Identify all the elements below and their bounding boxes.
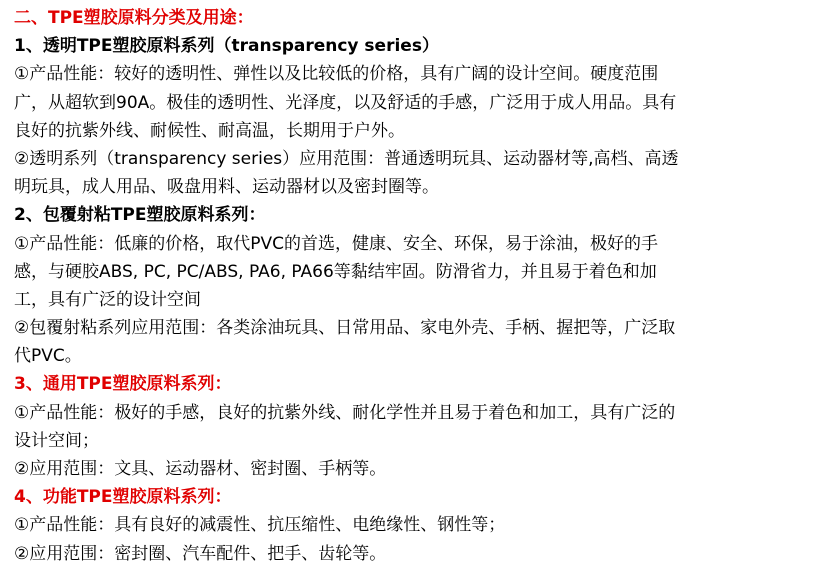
overmolding-performance-line-1: ①产品性能：低廉的价格，取代PVC的首选，健康、安全、环保，易于涂油，极好的手: [14, 233, 658, 254]
general-performance-line-1: ①产品性能：极好的手感，良好的抗紫外线、耐化学性并且易于着色和加工，具有广泛的: [14, 402, 676, 423]
general-performance-line-2: 设计空间；: [14, 430, 99, 451]
overmolding-performance-line-2: 感，与硬胶ABS, PC, PC/ABS, PA6, PA66等黏结牢固。防滑省力，并且易于着色和加: [14, 261, 657, 282]
overmolding-series-heading: 2、包覆射粘TPE塑胶原料系列：: [14, 205, 266, 226]
transparency-application-line-1: ②透明系列（transparency series）应用范围：普通透明玩具、运动器材等,高档、高透: [14, 148, 679, 169]
overmolding-application-line-2: 代PVC。: [14, 346, 82, 367]
overmolding-application-line-1: ②包覆射粘系列应用范围：各类涂油玩具、日常用品、家电外壳、手柄、握把等，广泛取: [14, 318, 676, 339]
overmolding-performance-line-3: 工，具有广泛的设计空间: [14, 289, 201, 310]
general-series-heading: 3、通用TPE塑胶原料系列：: [14, 374, 232, 395]
transparency-series-heading: 1、透明TPE塑胶原料系列（transparency series）: [14, 36, 439, 57]
functional-performance-line: ①产品性能：具有良好的减震性、抗压缩性、电绝缘性、钢性等；: [14, 515, 506, 536]
functional-series-heading: 4、功能TPE塑胶原料系列：: [14, 487, 232, 508]
transparency-performance-line-2: 广，从超软到90A。极佳的透明性、光泽度，以及舒适的手感，广泛用于成人用品。具有: [14, 92, 677, 113]
section-title: 二、TPE塑胶原料分类及用途：: [14, 8, 254, 28]
general-application-line: ②应用范围：文具、运动器材、密封圈、手柄等。: [14, 459, 387, 479]
transparency-performance-line-3: 良好的抗紫外线、耐候性、耐高温，长期用于户外。: [14, 120, 405, 141]
transparency-application-line-2: 明玩具，成人用品、吸盘用料、运动器材以及密封圈等。: [14, 177, 439, 198]
functional-application-line: ②应用范围：密封圈、汽车配件、把手、齿轮等。: [14, 543, 387, 564]
transparency-performance-line-1: ①产品性能：较好的透明性、弹性以及比较低的价格，具有广阔的设计空间。硬度范围: [14, 64, 659, 85]
